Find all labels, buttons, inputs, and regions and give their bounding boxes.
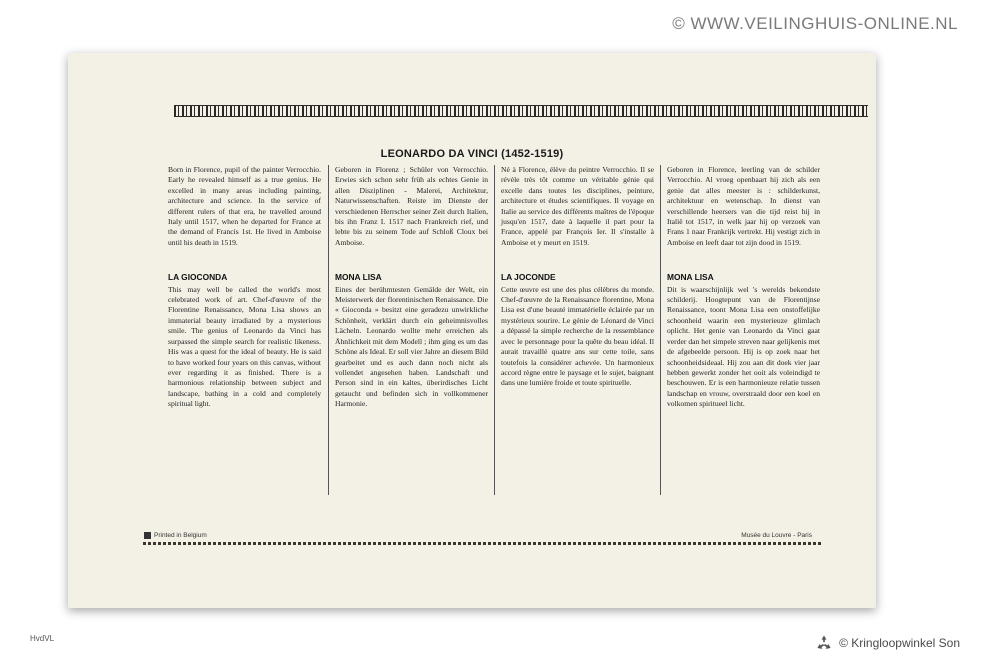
column-divider: [328, 165, 329, 495]
museum-credit: Musée du Louvre - Paris: [741, 532, 812, 539]
bio-text: Né à Florence, élève du peintre Verrocchio. Il se révèle très tôt comme un véritable génie qui excelle dans toutes les disciplines, peinture, architecture et études scientifiques. Il voyage en Italie au service des différents maîtres de l'époque jusqu'en 1517, date à laquelle il part pour la France, appelé par François Ier. Il s'installe à Amboise et y meurt en 1519.: [501, 165, 654, 247]
description-text: This may well be called the world's most celebrated work of art. Chef-d'œuvre of the Florentine Renaissance, Mona Lisa shows an immaterial beauty irradiated by a mysterious smile. The genius of Leonardo da Vinci has surpassed the simple search for realistic likeness. His was a quest for the ideal of beauty. He is said to have worked four years on this canvas, without ever regarding it as finished. There is a harmonious relationship between subject and landscape, bathing in a cold and completely spiritual light.: [168, 284, 321, 409]
watermark-bottom: [814, 633, 960, 653]
description-text: Dit is waarschijnlijk wel 's werelds bekendste schilderij. Hoogtepunt van de Florentijnse Renaissance, toont Mona Lisa een onstoffelijke schoonheid waarin een mysterieuze glimlach oplicht. Het genie van Leonardo da Vinci gaat verder dan het simpele streven naar gelijkenis met de afgebeelde persoon. Hij is op zoek naar het schoonheidsideaal. Hij zou aan dit doek vier jaar hebben gewerkt zonder het ooit als voleindigd te beschouwen. Er is een harmonieuze relatie tussen landschap en vrouw, overstraald door een koel en volkomen spiritueel licht.: [667, 284, 820, 409]
column-divider: [494, 165, 495, 495]
photographer-initials: HvdVL: [30, 634, 55, 643]
decorative-border-bottom: [143, 542, 823, 545]
bio-text: Geboren in Florence, leerling van de schilder Verrocchio. Al vroeg openbaart hij zich als een genie dat alles meester is : schilderkunst, architektuur en wetenschap. In dienst van verschillende heersers van die tijd reist hij in Italië tot 1517, in welk jaar hij op verzoek van Frans 1 naar Frankrijk vertrekt. Hij vestigt zich in Amboise en leeft daar tot zijn dood in 1519.: [667, 165, 820, 247]
bio-text: Born in Florence, pupil of the painter Verrocchio. Early he revealed himself as a true genius. He excelled in many areas including painting, architecture and science. In the service of different rulers of that era, he travelled around Italy until 1517, when he departed for France at the demand of Francis 1st. He lived in Amboise until his death in 1519.: [168, 165, 321, 247]
column-english: [168, 165, 321, 410]
watermark-top: © WWW.VEILINGHUIS-ONLINE.NL: [672, 14, 958, 33]
description-text: Eines der berühmtesten Gemälde der Welt, ein Meisterwerk der florentinischen Renaissance. Die « Gioconda » besitzt eine geradezu unwirkliche Schönheit, verklärt durch ein geheimnisvolles Lächeln. Leonardo wollte mehr erreichen als Ähnlichkeit mit dem Modell ; ihm ging es um das Schöne als Ideal. Er soll vier Jahre an diesem Bild gearbeitet und es auch dann noch nicht als vollendet angesehen haben. Landschaft und Person sind in ein kaltes, überirdisches Licht getaucht und befinden sich in vollkommener Harmonie.: [335, 284, 488, 409]
postcard: [68, 53, 876, 608]
section-heading: MONA LISA: [335, 272, 382, 283]
column-dutch: [667, 165, 820, 410]
printed-in-label: [144, 532, 207, 539]
printer-logo-icon: [144, 532, 151, 539]
column-divider: [660, 165, 661, 495]
description-text: Cette œuvre est une des plus célèbres du monde. Chef-d'œuvre de la Renaissance florentine, Mona Lisa est d'une beauté immatérielle éclairée par un mystérieux sourire. Le génie de Léonard de Vinci a dépassé la simple recherche de la ressemblance avec le personnage pour la quête du beau idéal. Il aurait travaillé quatre ans sur cette toile, sans toutefois la considérer achevée. Un harmonieux accord règne entre le paysage et le sujet, baignant dans une lumière froide et toute spirituelle.: [501, 284, 654, 388]
section-heading: LA JOCONDE: [501, 272, 556, 283]
section-heading: LA GIOCONDA: [168, 272, 228, 283]
printed-in-text: Printed in Belgium: [154, 532, 207, 539]
card-title: LEONARDO DA VINCI (1452-1519): [380, 148, 564, 160]
column-french: [501, 165, 654, 389]
recycle-icon: [814, 633, 834, 653]
bio-text: Geboren in Florenz ; Schüler von Verrocchio. Erwies sich schon sehr früh als echtes Genie in allen Disziplinen - Malerei, Architektur, Naturwissenschaften. Reiste im Dienste der verschiedenen Herrscher seiner Zeit durch Italien, bis ihn Franz I. 1517 nach Frankreich rief, und lebte bis zu seinem Tode auf Schloß Cloux bei Amboise.: [335, 165, 488, 247]
decorative-border: [174, 105, 868, 117]
column-german: [335, 165, 488, 410]
watermark-bottom-text: © Kringloopwinkel Son: [839, 636, 960, 650]
section-heading: MONA LISA: [667, 272, 714, 283]
